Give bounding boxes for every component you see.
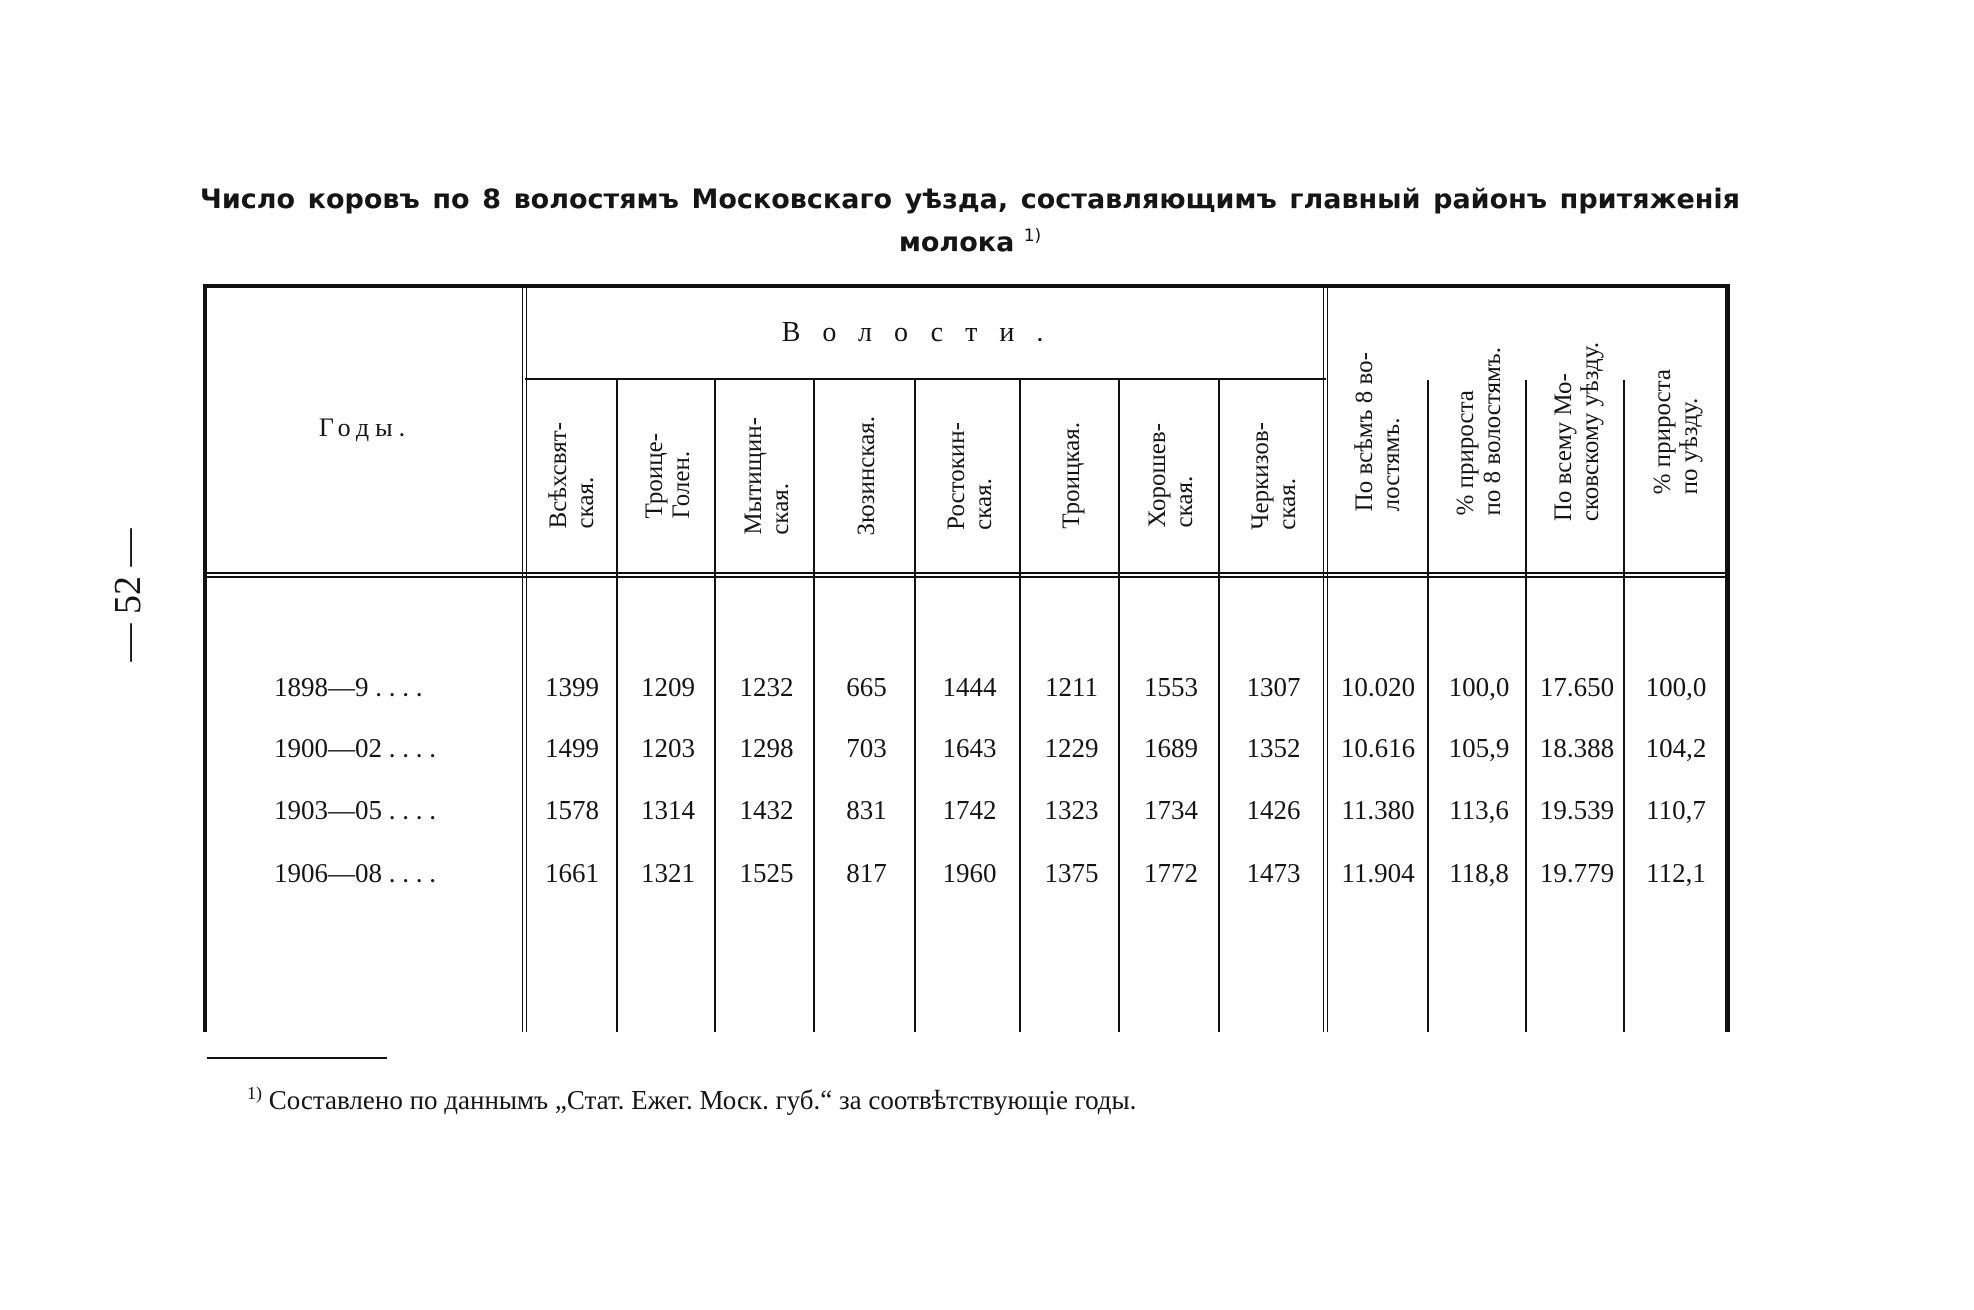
- footnote-mark: 1): [247, 1083, 262, 1103]
- table-cell: 1444: [942, 672, 997, 702]
- table-cell: 1211: [1045, 672, 1098, 702]
- table-cell: 1643: [942, 733, 997, 763]
- table-cell: 100,0: [1448, 672, 1510, 702]
- table-cell: 1209: [641, 672, 695, 702]
- table-cell: 10.616: [1340, 733, 1416, 763]
- column-header-label: Хорошев- ская.: [1144, 423, 1198, 528]
- table-cell: 1203: [641, 733, 695, 763]
- table-cell: 105,9: [1448, 733, 1510, 763]
- volosti-header: Волости.: [781, 317, 1066, 348]
- table-cell: 1960: [942, 858, 997, 888]
- column-header-label: Мытищин- ская.: [739, 416, 794, 535]
- table-cell: 1499: [545, 733, 599, 763]
- column-header-label: % прироста по 8 волостямъ.: [1452, 347, 1506, 516]
- page-number: — 52 —: [107, 528, 149, 662]
- table-cell: 18.388: [1539, 733, 1615, 763]
- column-header-label: Зюзинская.: [853, 415, 880, 536]
- table-cell: 110,7: [1646, 795, 1706, 825]
- volosti-underline: [525, 378, 1326, 380]
- table-cell: 1399: [545, 672, 599, 702]
- year-label: 1898—9 . . . .: [274, 672, 423, 702]
- table-cell: 11.380: [1341, 795, 1415, 825]
- table-cell: 1321: [641, 858, 695, 888]
- column-header: [1022, 384, 1121, 567]
- table-cell: 104,2: [1645, 733, 1707, 763]
- table-cell: 1323: [1044, 795, 1099, 825]
- footnote-rule: [207, 1057, 387, 1059]
- column-header-label: Всѣхсвят- ская.: [545, 422, 599, 529]
- table-cell: 1426: [1246, 795, 1301, 825]
- column-header-label: По всему Мо- сковскому уѣзду.: [1550, 341, 1604, 522]
- title-footnote-mark: 1): [1023, 226, 1042, 246]
- title-line-2-text: молока: [898, 227, 1015, 258]
- column-header: [1326, 296, 1430, 567]
- year-label: 1903—05 . . . .: [274, 795, 436, 825]
- table-cell: 10.020: [1340, 672, 1416, 702]
- table-cell: 1229: [1044, 733, 1099, 763]
- column-header: [1221, 384, 1326, 567]
- table-cell: 1473: [1246, 858, 1301, 888]
- column-header-label: По всѣмъ 8 во- лостямъ.: [1351, 351, 1405, 512]
- table-cell: 1375: [1044, 858, 1099, 888]
- table-cell: 1689: [1144, 733, 1198, 763]
- column-header-label: % прироста по уѣзду.: [1649, 368, 1703, 495]
- column-header: [1626, 296, 1726, 567]
- table-cell: 17.650: [1539, 672, 1615, 702]
- table-cell: 1307: [1246, 672, 1301, 702]
- table-cell: 1734: [1144, 795, 1198, 825]
- table-cell: 665: [846, 672, 887, 702]
- table-cell: 1352: [1246, 733, 1301, 763]
- year-label: 1906—08 . . . .: [274, 858, 436, 888]
- table-cell: 703: [846, 733, 887, 763]
- column-header: [1528, 296, 1626, 567]
- header-separator: [207, 572, 1725, 578]
- column-header-label: Троице- Голен.: [641, 432, 695, 519]
- column-header: [525, 384, 619, 567]
- column-header-label: Троицкая.: [1058, 422, 1085, 529]
- table-cell: 1432: [739, 795, 794, 825]
- footnote-text: Составлено по даннымъ „Стат. Ежег. Моск. губ.“ за соотвѣтствующіе годы.: [268, 1085, 1137, 1115]
- table-cell: 19.539: [1539, 795, 1615, 825]
- column-header: [816, 384, 917, 567]
- title-line-1: Число коровъ по 8 волостямъ Московскаго уѣзда, составляющимъ главный районъ притяженія: [200, 184, 1740, 215]
- year-label: 1900—02 . . . .: [274, 733, 436, 763]
- table-cell: 1232: [739, 672, 794, 702]
- table-cell: 831: [846, 795, 887, 825]
- table-cell: 1314: [641, 795, 695, 825]
- page-title: [200, 181, 1740, 261]
- table-cell: 11.904: [1341, 858, 1415, 888]
- column-header: [717, 384, 816, 567]
- table-cell: 100,0: [1645, 672, 1707, 702]
- column-header: [619, 384, 717, 567]
- table-cell: 1661: [545, 858, 599, 888]
- column-header-label: Черкизов- ская.: [1246, 421, 1301, 530]
- table-cell: 1525: [739, 858, 794, 888]
- column-header-label: Ростокин- ская.: [942, 421, 997, 530]
- table-cell: 1298: [739, 733, 794, 763]
- data-table: [203, 284, 1730, 1032]
- table-cell: 19.779: [1539, 858, 1615, 888]
- footnote: [247, 1083, 1136, 1116]
- years-header: Годы.: [318, 413, 412, 442]
- table-cell: 817: [846, 858, 887, 888]
- table-cell: 113,6: [1449, 795, 1509, 825]
- table-cell: 1742: [942, 795, 997, 825]
- title-line-2: [200, 218, 1740, 261]
- column-header: [1121, 384, 1221, 567]
- column-header: [1430, 296, 1528, 567]
- table-cell: 112,1: [1646, 858, 1706, 888]
- table-cell: 1578: [545, 795, 599, 825]
- column-header: [917, 384, 1022, 567]
- table-cell: 1772: [1144, 858, 1198, 888]
- table-cell: 118,8: [1449, 858, 1509, 888]
- table-cell: 1553: [1144, 672, 1198, 702]
